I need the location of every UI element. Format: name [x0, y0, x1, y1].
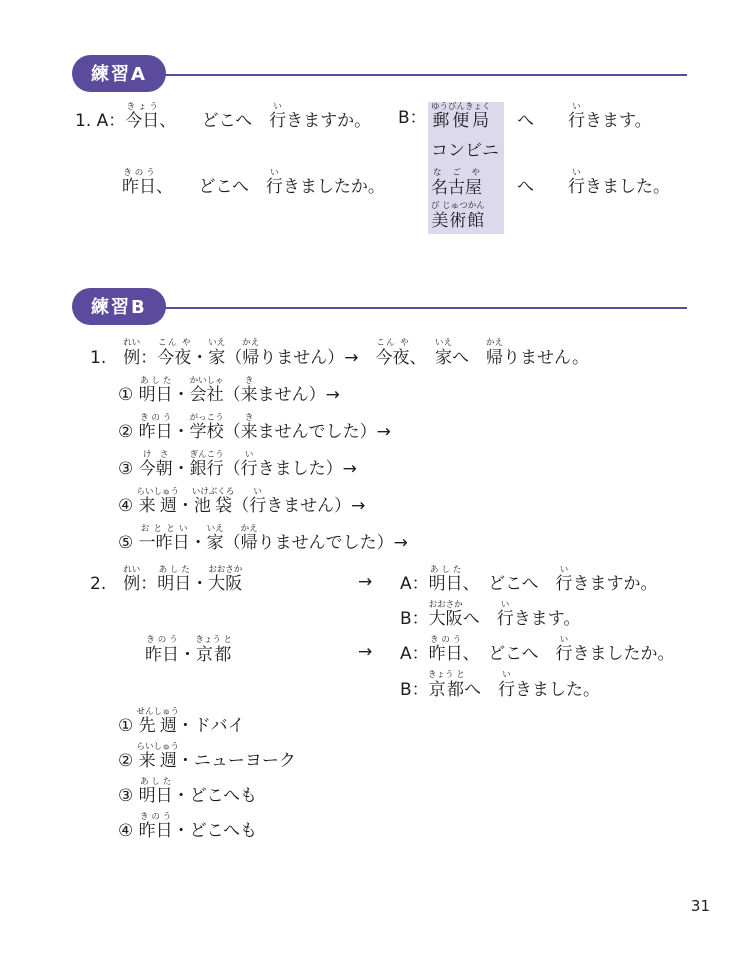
example-row [90, 565, 750, 600]
list-item: ② 昨日きのう・学校がっこう（来きませんでした）→ [118, 413, 391, 442]
destination-cell: 美術館び じゅつかん [428, 201, 504, 234]
example-row [90, 670, 750, 705]
example-row [90, 635, 750, 670]
exercise-a-row [75, 201, 750, 234]
dialogue-line: B：大阪おおさかへ 行いきます。 [400, 600, 581, 629]
question-text: 昨日きのう、 どこへ 行いきましたか。 [122, 168, 385, 197]
speaker-b-label [398, 168, 428, 201]
list-item: ③ 明日あした・どこへも [118, 777, 257, 806]
list-item: ① 明日あした・会社かいしゃ（来きません）→ [118, 376, 340, 405]
destination-cell: 名古屋な ご や [428, 168, 504, 201]
arrow-glyph: → [358, 572, 373, 592]
prompt-pair [90, 635, 400, 670]
exercise-a-row [75, 102, 750, 135]
dialogue-line: A：明日あした、 どこへ 行いきますか。 [400, 565, 658, 594]
list-item: ⑤ 一昨日おととい・家いえ（帰かえりませんでした）→ [118, 524, 408, 553]
page-number: 31 [690, 897, 710, 915]
header-rule [161, 74, 687, 76]
exercise-a [75, 102, 750, 234]
practice-b-header [72, 288, 687, 325]
item2-list [118, 707, 750, 847]
speaker-b-label [398, 135, 428, 168]
list-item: ② 来週らいしゅう・ニューヨーク [118, 742, 296, 771]
prompt-pair [90, 600, 400, 635]
practice-a-header [72, 55, 687, 92]
list-item: ① 先週せんしゅう・ドバイ [118, 707, 245, 736]
arrow-glyph: → [358, 642, 373, 662]
speaker-b-label: B： [398, 108, 427, 128]
destination-cell: 郵便局ゆうびんきょく [428, 102, 504, 135]
example-line: 1. 例れい：今夜こん や・家いえ（帰かえりません）→ 今夜こん や、 家いえへ 帰かえりません。 [90, 338, 590, 368]
item1-list [118, 376, 750, 561]
dialogue-line: A：昨日きのう、 どこへ 行いきましたか。 [400, 635, 675, 664]
header-rule [161, 307, 687, 309]
exercise-a-row [75, 135, 750, 168]
destination-cell: コンビニ [428, 135, 504, 168]
list-item: ③ 今朝けさ・銀行ぎんこう（行いきました）→ [118, 450, 357, 479]
answer-text [504, 201, 517, 234]
example-row [90, 600, 750, 635]
exercise-a-row [75, 168, 750, 201]
answer-text: へ 行いきました。 [517, 168, 670, 197]
question-text [75, 135, 398, 168]
answer-text [504, 135, 517, 168]
pair-text: 昨日きのう・京都きょう と [145, 635, 233, 665]
dialogue-line: B：京都きょう とへ 行いきました。 [400, 670, 601, 700]
prompt-pair [90, 565, 400, 600]
exercise-b-item2 [90, 565, 750, 847]
question-text [75, 201, 398, 234]
pair-text: 2. 例れい：明日あした・大阪おおさか [90, 565, 243, 594]
answer-text: へ 行いきます。 [517, 102, 652, 131]
list-item: ④ 昨日きのう・どこへも [118, 812, 257, 841]
question-text: 1. A：今日きょう、 どこへ 行いきますか。 [75, 102, 372, 131]
exercise-b-item1 [90, 338, 750, 561]
speaker-b-label [398, 201, 428, 234]
prompt-pair [90, 670, 400, 705]
practice-b-badge: 練習B [72, 288, 166, 325]
practice-a-badge: 練習A [72, 55, 166, 92]
list-item: ④ 来週らいしゅう・池袋いけぶくろ（行いきません）→ [118, 487, 366, 516]
